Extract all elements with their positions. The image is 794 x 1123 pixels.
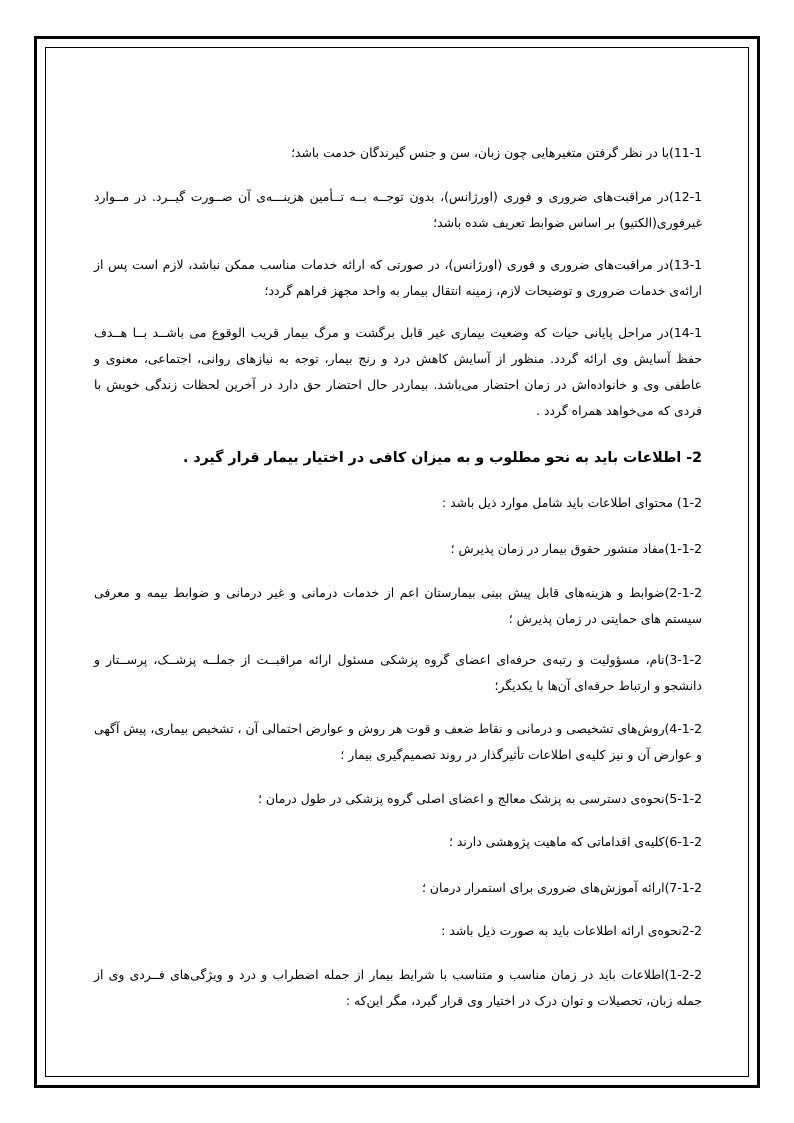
item-2-1-6: 6-1-2)کلیه‌ی اقداماتی که ماهیت پژوهشی دارند ؛ xyxy=(448,834,702,849)
paragraph-1-14: 14-1)در مراحل پایانی حیات که وضعیت بیماری غیر قابل برگشت و مرگ بیمار قریب الوقوع می باشــد بــا هــدف حفظ آسایش وی ارائه گردد. منظور از آسایش کاهش درد و رنج بیمار، توجه به نیازهای روانی، اجتماعی، معنوی و عاطفی وی و خانواده‌اش در زمان احتضار می‌باشد. بیماردر حال احتضار حق دارد در آخرین لحظات زندگی خویش با فردی که می‌خواهد همراه گردد . xyxy=(94,325,702,418)
item-2-2: 2-2نحوه‌ی ارائه اطلاعات باید به صورت ذیل باشد : xyxy=(441,923,702,938)
item-2-1-1: 1-1-2)مفاد منشور حقوق بیمار در زمان پذیرش ؛ xyxy=(450,541,702,556)
item-2-1-4: 4-1-2)روش‌های تشخیصی و درمانی و نقاط ضعف و قوت هر روش و عوارض احتمالی آن ، تشخیص بیماری، پیش آگهی و عوارض آن و نیز کلیه‌ی اطلاعات تأثیرگذار در روند تصمیم‌گیری بیمار ؛ xyxy=(94,721,702,762)
item-2-2-1: 1-2-2)اطلاعات باید در زمان مناسب و متناسب با شرایط بیمار از جمله اضطراب و درد و ویژگی‌های فــردی وی از جمله زبان، تحصیلات و توان درک در اختیار وی قرار گیرد، مگر این‌که : xyxy=(94,967,702,1008)
section-2-heading: 2- اطلاعات باید به نحو مطلوب و به میزان کافی در اختیار بیمار قرار گیرد . xyxy=(183,450,702,466)
item-2-1-5: 5-1-2)نحوه‌ی دسترسی به پزشک معالج و اعضای اصلی گروه پزشکی در طول درمان ؛ xyxy=(257,791,702,806)
item-2-1-2: 2-1-2)ضوابط و هزینه‌های قابل پیش بینی بیمارستان اعم از خدمات درمانی و غیر درمانی و ضوابط بیمه و معرفی سیستم های حمایتی در زمان پذیرش ؛ xyxy=(94,585,702,626)
item-2-1: 1-2) محتوای اطلاعات باید شامل موارد ذیل باشد : xyxy=(441,495,702,510)
paragraph-1-13: 13-1)در مراقبت‌های ضروری و فوری (اورژانس)، در صورتی که ارائه خدمات مناسب ممکن نباشد، لازم است پس از ارائه‌ی خدمات ضروری و توضیحات لازم، زمینه انتقال بیمار به واحد مجهز فراهم گردد؛ xyxy=(94,257,702,298)
item-2-1-3: 3-1-2)نام، مسؤولیت و رتبه‌ی حرفه‌ای اعضای گروه پزشکی مسئول ارائه مراقبــت از جملــه پزشــک، پرســتار و دانشجو و ارتباط حرفه‌ای آن‌ها با یکدیگر؛ xyxy=(94,652,702,693)
paragraph-1-11: 11-1)با در نظر گرفتن متغیرهایی چون زبان، سن و جنس گیرندگان خدمت باشد؛ xyxy=(291,145,702,160)
paragraph-1-12: 12-1)در مراقبت‌های ضروری و فوری (اورژانس)، بدون توجــه بــه تــأمین هزینـــه‌ی آن صــورت گیــرد. در مــوارد غیرفوری(الکتیو) بر اساس ضوابط تعریف شده باشد؛ xyxy=(94,189,702,230)
item-2-1-7: 7-1-2)ارائه آموزش‌های ضروری برای استمرار درمان ؛ xyxy=(421,880,702,895)
